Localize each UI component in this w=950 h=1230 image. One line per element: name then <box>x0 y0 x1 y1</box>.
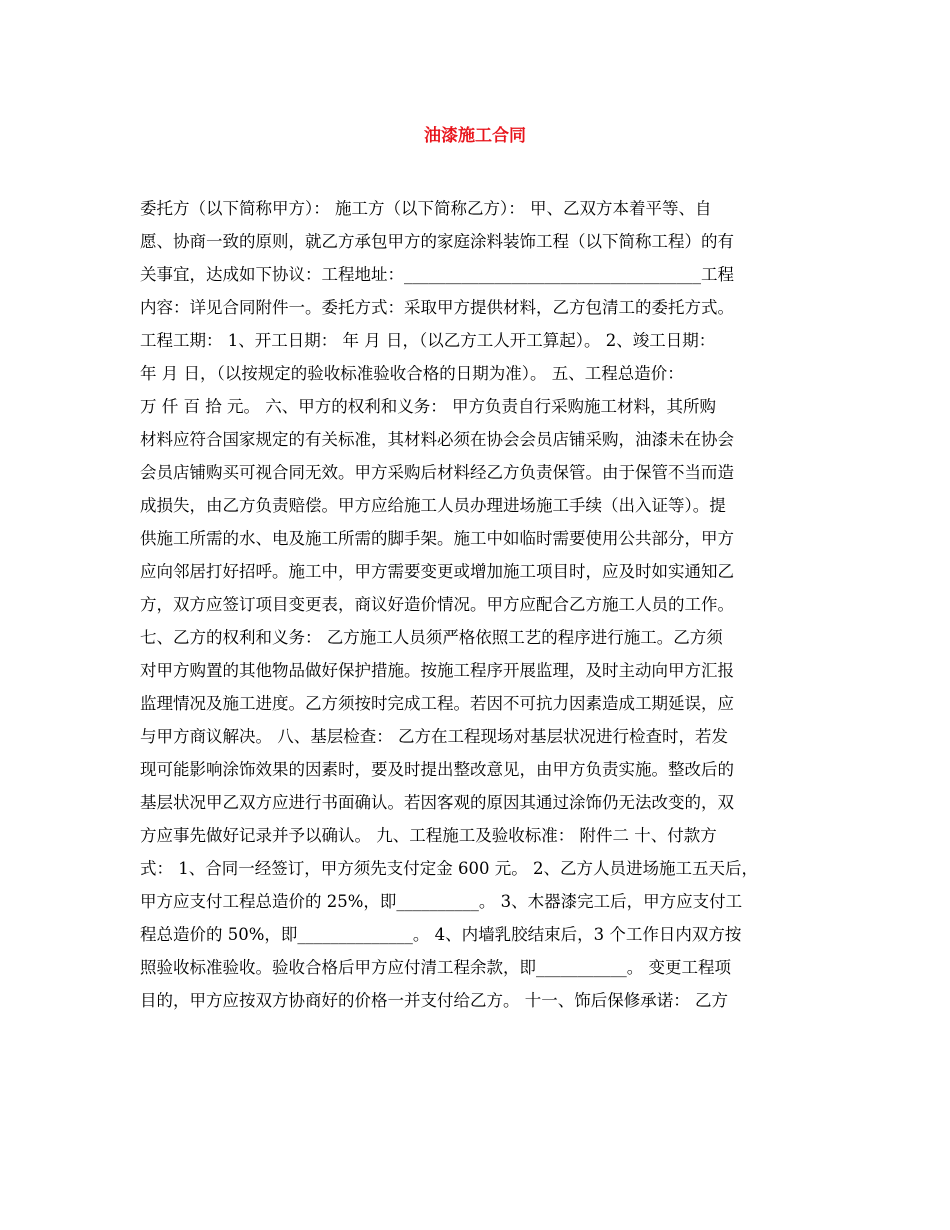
body-line: 目的，甲方应按双方协商好的价格一并支付给乙方。 十一、饰后保修承诺： 乙方 <box>140 991 728 1010</box>
body-line: 程总造价的 50%，即______________。 4、内墙乳胶结束后，3 个工作日内双方按 <box>140 925 742 944</box>
body-line: 工程工期： 1、开工日期： 年 月 日，（以乙方工人开工算起）。 2、竣工日期： <box>140 331 716 350</box>
body-line: 委托方（以下简称甲方）： 施工方（以下简称乙方）： 甲、乙双方本着平等、自 <box>140 199 712 218</box>
body-line: 供施工所需的水、电及施工所需的脚手架。施工中如临时需要使用公共部分，甲方 <box>140 529 734 548</box>
body-line: 会员店铺购买可视合同无效。甲方采购后材料经乙方负责保管。由于保管不当而造 <box>140 463 734 482</box>
body-line: 现可能影响涂饰效果的因素时，要及时提出整改意见，由甲方负责实施。整改后的 <box>140 760 734 779</box>
body-line: 愿、协商一致的原则，就乙方承包甲方的家庭涂料装饰工程（以下简称工程）的有 <box>140 232 734 251</box>
body-line: 方，双方应签订项目变更表，商议好造价情况。甲方应配合乙方施工人员的工作。 <box>140 595 734 614</box>
body-line: 关事宜，达成如下协议：工程地址：____________________________________工程 <box>140 265 734 284</box>
body-line: 方应事先做好记录并予以确认。 九、工程施工及验收标准： 附件二 十、付款方 <box>140 826 717 845</box>
body-line: 材料应符合国家规定的有关标准，其材料必须在协会会员店铺采购，油漆未在协会 <box>140 430 734 449</box>
body-line: 内容：详见合同附件一。委托方式：采取甲方提供材料，乙方包清工的委托方式。 <box>140 298 734 317</box>
body-line: 与甲方商议解决。 八、基层检查： 乙方在工程现场对基层状况进行检查时，若发 <box>140 727 728 746</box>
body-line: 监理情况及施工进度。乙方须按时完成工程。若因不可抗力因素造成工期延误，应 <box>140 694 734 713</box>
body-line: 应向邻居打好招呼。施工中，甲方需要变更或增加施工项目时，应及时如实通知乙 <box>140 562 734 581</box>
contract-body <box>140 192 816 1017</box>
body-line: 年 月 日，（以按规定的验收标准验收合格的日期为准）。 五、工程总造价： <box>140 364 684 383</box>
body-line: 对甲方购置的其他物品做好保护措施。按施工程序开展监理，及时主动向甲方汇报 <box>140 661 734 680</box>
body-line: 照验收标准验收。验收合格后甲方应付清工程余款，即___________。 变更工程项 <box>140 958 731 977</box>
body-line: 成损失，由乙方负责赔偿。甲方应给施工人员办理进场施工手续（出入证等）。提 <box>140 496 726 515</box>
body-line: 甲方应支付工程总造价的 25%，即__________。 3、木器漆完工后，甲方应支付工 <box>140 892 743 911</box>
document-title: 油漆施工合同 <box>424 126 526 146</box>
body-line: 万 仟 百 拾 元。 六、甲方的权利和义务： 甲方负责自行采购施工材料，其所购 <box>140 397 716 416</box>
body-line: 基层状况甲乙双方应进行书面确认。若因客观的原因其通过涂饰仍无法改变的，双 <box>140 793 734 812</box>
body-line: 式： 1、合同一经签订，甲方须先支付定金 600 元。 2、乙方人员进场施工五天后， <box>140 859 758 878</box>
body-line: 七、乙方的权利和义务： 乙方施工人员须严格依照工艺的程序进行施工。乙方须 <box>140 628 723 647</box>
